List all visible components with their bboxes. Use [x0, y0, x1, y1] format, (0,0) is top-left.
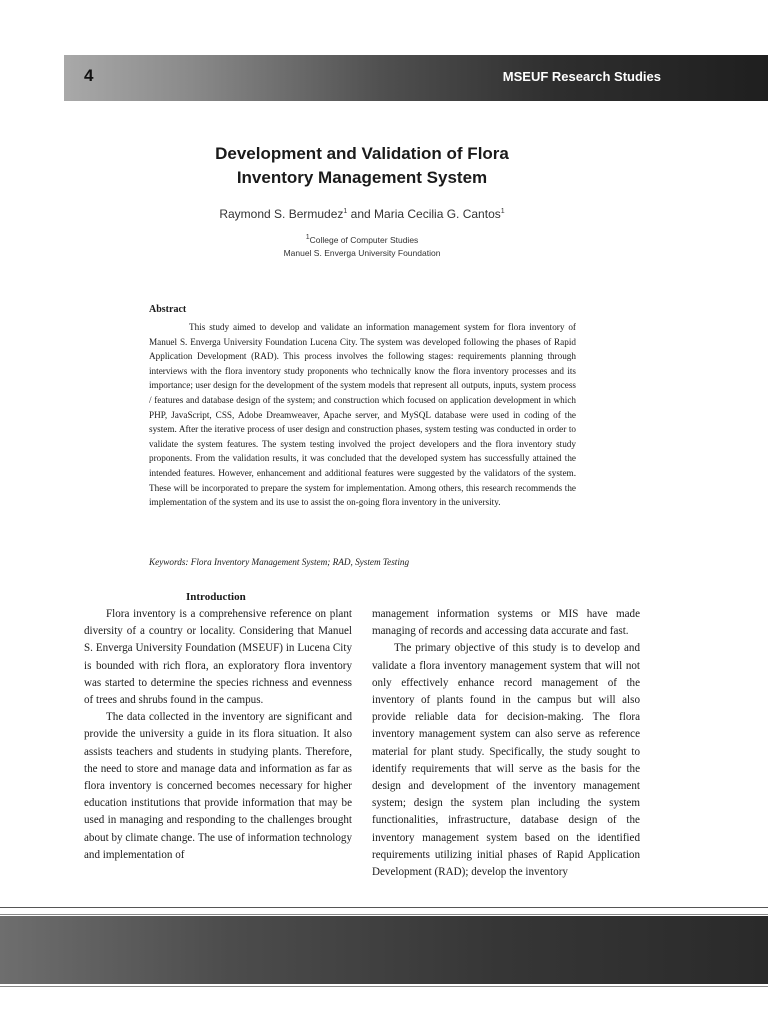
affiliation: [100, 231, 624, 260]
affil-university: Manuel S. Enverga University Foundation: [283, 247, 441, 258]
keywords: Keywords: Flora Inventory Management System; RAD, System Testing: [149, 557, 410, 567]
affil-college: College of Computer Studies: [309, 234, 419, 245]
paper-title: [120, 142, 604, 190]
paper-title-line: Inventory Management System: [236, 168, 488, 187]
abstract-body: This study aimed to develop and validate an information management system for flora inventory of Manuel S. Enverga University Foundation Lucena City. The system was developed following the phases of Rapid Application Development (RAD). This process involves the following stages: requirements planning through interviews with the flora inventory study proponents who technically know the flora inventory processes and its importance; user design for the development of the system models that represent all outputs, inputs, system process / features and database design of the system; and construction which focused on application development in which PHP, JavaScript, CSS, Adobe Dreamweaver, Apache server, and MySQL database were used in coding of the system. After the iterative process of user design and construction phases, system testing was conducted in order to validate the system features. The system testing involved the project developers and the flora inventory study proponents. From the validation results, it was concluded that the developed system has successfully attained the intended features. However, enhancement and additional features were suggested by the validators of the system. These will be incorporated to prepare the system for implementation. Among others, this research recommends the implementation of the system and its use to assist the on-going flora inventory in the university.: [149, 322, 576, 508]
footer-rule: [0, 907, 768, 915]
author-name: Raymond S. Bermudez: [219, 207, 344, 221]
paragraph: Flora inventory is a comprehensive reference on plant diversity of a country or locality. Considering that Manuel S. Enverga University Foundation (MSEUF) in Lucena City is bounded with rich flora, an exploratory flora inventory was started to determine the species richness and evenness of trees and shrubs found in the campus.: [84, 608, 352, 707]
footer-rule: [0, 986, 768, 987]
introduction-heading: Introduction: [186, 591, 246, 603]
header-bar: [64, 55, 768, 101]
right-column: [372, 606, 640, 886]
author-name: Maria Cecilia G. Cantos: [374, 207, 501, 221]
page-number: 4: [84, 66, 94, 85]
affil-mark: 1: [305, 233, 310, 241]
running-title: MSEUF Research Studies: [502, 69, 661, 84]
paper-title-line: Development and Validation of Flora: [215, 144, 509, 163]
author-affil-mark: 1: [343, 208, 348, 215]
authors: [100, 207, 624, 221]
footer-bar: [0, 916, 768, 984]
authors-conjunction: and: [350, 207, 371, 221]
left-column: [84, 606, 352, 886]
author-affil-mark: 1: [500, 208, 505, 215]
paragraph: The data collected in the inventory are significant and provide the university a guide in its flora situation. It also assists teachers and students in studying plants. Therefore, the need to store and manage data and information as far as flora inventory is concerned becomes necessary for higher education institutions that provide information that may be used in managing and responding to the challenges brought about by climate change. The use of information technology and implementation of: [84, 711, 352, 861]
abstract-heading: Abstract: [149, 304, 187, 315]
paragraph: management information systems or MIS have made managing of records and accessing data accurate and fast.: [372, 608, 640, 638]
paragraph: The primary objective of this study is to develop and validate a flora inventory management system that will not only effectively enhance record management of the inventory of plants found in the campus but will also provide reliable data for decision-making. The flora inventory management system can also serve as reference material for plant study. Specifically, the study sought to identify requirements that will serve as the basis for the design and development of the inventory management system; design the system plan including the system functionalities, infrastructure, database design of the inventory management system based on the identified requirements utilizing initial phases of Rapid Application Development (RAD); develop the inventory: [372, 642, 640, 879]
